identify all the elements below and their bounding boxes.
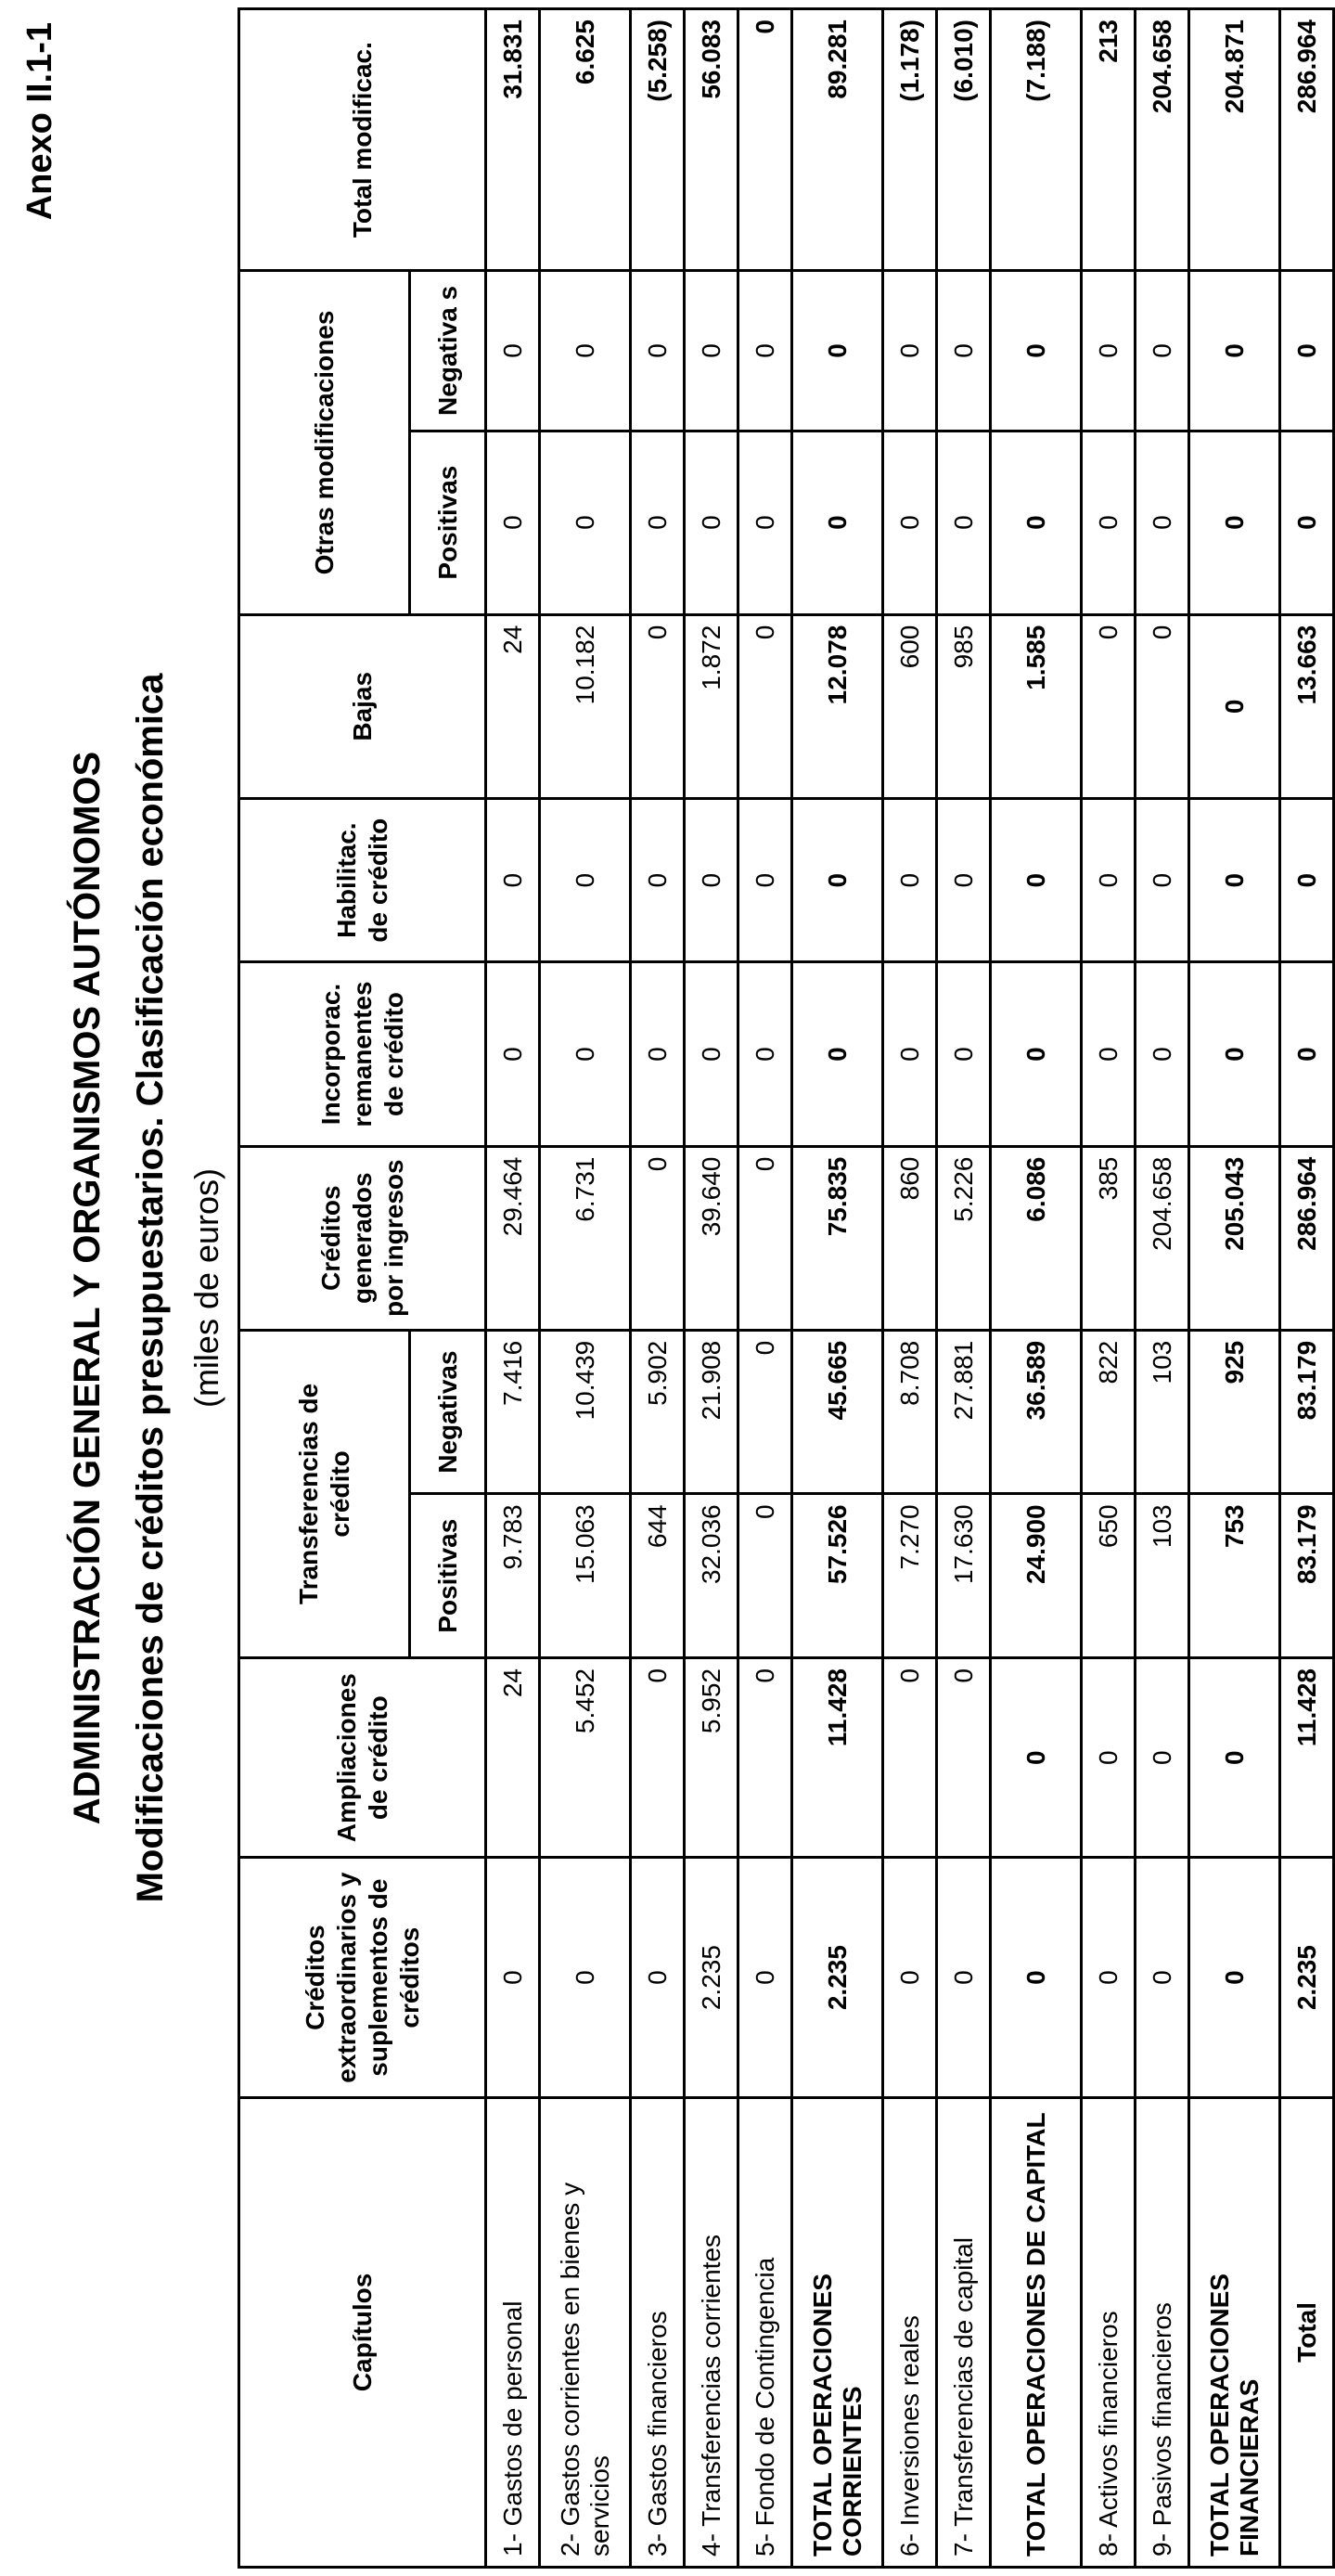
- cell-bajas: 985: [937, 614, 991, 798]
- row-label: 8- Activos financieros: [1082, 2097, 1136, 2567]
- row-label: 7- Transferencias de capital: [937, 2097, 991, 2567]
- cell-generados: 205.043: [1189, 1146, 1280, 1330]
- cell-total: (5.258): [631, 9, 685, 271]
- table-row: [937, 9, 991, 2568]
- cell-bajas: 0: [738, 614, 792, 798]
- cell-total: (7.188): [991, 9, 1082, 271]
- cell-generados: 39.640: [685, 1146, 738, 1330]
- cell-total: 204.658: [1136, 9, 1189, 271]
- cell-extra: 2.235: [1280, 1858, 1334, 2097]
- row-label: 2- Gastos corrientes en bienes y servicios: [540, 2097, 631, 2567]
- cell-incorporac: 0: [991, 962, 1082, 1146]
- cell-otras-negativas: 0: [486, 271, 540, 431]
- cell-generados: 286.964: [1280, 1146, 1334, 1330]
- cell-habilitac: 0: [1189, 798, 1280, 962]
- row-label: 5- Fondo de Contingencia: [738, 2097, 792, 2567]
- cell-bajas: 0: [1136, 614, 1189, 798]
- cell-otras-positivas: 0: [540, 431, 631, 614]
- cell-bajas: 13.663: [1280, 614, 1334, 798]
- cell-incorporac: 0: [792, 962, 883, 1146]
- cell-otras-positivas: 0: [738, 431, 792, 614]
- cell-otras-negativas: 0: [792, 271, 883, 431]
- cell-ampliaciones: 0: [883, 1658, 937, 1858]
- cell-transf-positivas: 650: [1082, 1494, 1136, 1658]
- budget-modifications-table: [237, 7, 1335, 2569]
- cell-extra: 0: [631, 1858, 685, 2097]
- cell-ampliaciones: 0: [631, 1658, 685, 1858]
- cell-incorporac: 0: [1189, 962, 1280, 1146]
- document-subtitle: Modificaciones de créditos presupuestarios. Clasificación económica: [130, 673, 171, 1903]
- cell-otras-negativas: 0: [540, 271, 631, 431]
- table-row: [883, 9, 937, 2568]
- cell-extra: 0: [1082, 1858, 1136, 2097]
- cell-total: 0: [738, 9, 792, 271]
- cell-total: 286.964: [1280, 9, 1334, 271]
- cell-otras-negativas: 0: [1280, 271, 1334, 431]
- row-label: 3- Gastos financieros: [631, 2097, 685, 2567]
- cell-incorporac: 0: [685, 962, 738, 1146]
- table-row: [1136, 9, 1189, 2568]
- cell-otras-negativas: 0: [685, 271, 738, 431]
- cell-bajas: 0: [631, 614, 685, 798]
- header-total-modificac: Total modificac.: [239, 9, 486, 271]
- cell-transf-positivas: 32.036: [685, 1494, 738, 1658]
- cell-extra: 0: [1189, 1858, 1280, 2097]
- cell-extra: 2.235: [685, 1858, 738, 2097]
- cell-extra: 0: [991, 1858, 1082, 2097]
- cell-otras-positivas: 0: [1136, 431, 1189, 614]
- header-ampliaciones: Ampliaciones de crédito: [239, 1658, 486, 1858]
- cell-extra: 0: [486, 1858, 540, 2097]
- cell-bajas: 10.182: [540, 614, 631, 798]
- row-label: TOTAL OPERACIONES FINANCIERAS: [1189, 2097, 1280, 2567]
- table-row: [486, 9, 540, 2568]
- cell-incorporac: 0: [937, 962, 991, 1146]
- cell-habilitac: 0: [738, 798, 792, 962]
- header-bajas: Bajas: [239, 614, 486, 798]
- row-label: 9- Pasivos financieros: [1136, 2097, 1189, 2567]
- document-title: ADMINISTRACIÓN GENERAL Y ORGANISMOS AUTÓNOMOS: [67, 751, 108, 1825]
- cell-ampliaciones: 0: [937, 1658, 991, 1858]
- cell-transf-positivas: 0: [738, 1494, 792, 1658]
- cell-habilitac: 0: [631, 798, 685, 962]
- cell-total: 89.281: [792, 9, 883, 271]
- cell-generados: 6.731: [540, 1146, 631, 1330]
- cell-transf-positivas: 17.630: [937, 1494, 991, 1658]
- cell-generados: 0: [738, 1146, 792, 1330]
- cell-otras-negativas: 0: [883, 271, 937, 431]
- header-incorporac: Incorporac. remanentes de crédito: [239, 962, 486, 1146]
- cell-bajas: 0: [1189, 614, 1280, 798]
- row-label: 4- Transferencias corrientes: [685, 2097, 738, 2567]
- cell-ampliaciones: 5.952: [685, 1658, 738, 1858]
- cell-incorporac: 0: [883, 962, 937, 1146]
- cell-ampliaciones: 11.428: [792, 1658, 883, 1858]
- cell-habilitac: 0: [1082, 798, 1136, 962]
- cell-bajas: 1.872: [685, 614, 738, 798]
- cell-incorporac: 0: [486, 962, 540, 1146]
- header-transf-positivas: Positivas: [410, 1494, 486, 1658]
- cell-total: 6.625: [540, 9, 631, 271]
- row-label: Total: [1280, 2097, 1334, 2567]
- header-transferencias: Transferencias de crédito: [239, 1330, 410, 1657]
- cell-transf-negativas: 822: [1082, 1330, 1136, 1494]
- cell-habilitac: 0: [883, 798, 937, 962]
- cell-ampliaciones: 0: [1082, 1658, 1136, 1858]
- table-row: [1082, 9, 1136, 2568]
- table-row-subtotal: [991, 9, 1082, 2568]
- cell-extra: 2.235: [792, 1858, 883, 2097]
- cell-transf-positivas: 57.526: [792, 1494, 883, 1658]
- cell-generados: 5.226: [937, 1146, 991, 1330]
- cell-otras-positivas: 0: [1189, 431, 1280, 614]
- cell-ampliaciones: 0: [1136, 1658, 1189, 1858]
- cell-incorporac: 0: [738, 962, 792, 1146]
- row-label: 1- Gastos de personal: [486, 2097, 540, 2567]
- row-label: TOTAL OPERACIONES DE CAPITAL: [991, 2097, 1082, 2567]
- cell-transf-positivas: 9.783: [486, 1494, 540, 1658]
- cell-otras-negativas: 0: [1082, 271, 1136, 431]
- header-transf-negativas: Negativas: [410, 1330, 486, 1494]
- cell-bajas: 600: [883, 614, 937, 798]
- cell-habilitac: 0: [792, 798, 883, 962]
- cell-transf-positivas: 644: [631, 1494, 685, 1658]
- cell-ampliaciones: 0: [738, 1658, 792, 1858]
- header-otras-negativas: Negativa s: [410, 271, 486, 431]
- cell-otras-negativas: 0: [631, 271, 685, 431]
- cell-otras-positivas: 0: [1082, 431, 1136, 614]
- cell-extra: 0: [937, 1858, 991, 2097]
- table-row-subtotal: [1189, 9, 1280, 2568]
- table-row-subtotal: [792, 9, 883, 2568]
- cell-generados: 75.835: [792, 1146, 883, 1330]
- cell-otras-negativas: 0: [991, 271, 1082, 431]
- cell-incorporac: 0: [1082, 962, 1136, 1146]
- cell-transf-negativas: 5.902: [631, 1330, 685, 1494]
- cell-otras-positivas: 0: [486, 431, 540, 614]
- cell-total: 31.831: [486, 9, 540, 271]
- cell-ampliaciones: 11.428: [1280, 1658, 1334, 1858]
- cell-transf-positivas: 103: [1136, 1494, 1189, 1658]
- row-label: 6- Inversiones reales: [883, 2097, 937, 2567]
- cell-generados: 385: [1082, 1146, 1136, 1330]
- cell-extra: 0: [738, 1858, 792, 2097]
- cell-transf-negativas: 27.881: [937, 1330, 991, 1494]
- cell-bajas: 0: [1082, 614, 1136, 798]
- cell-extra: 0: [540, 1858, 631, 2097]
- cell-generados: 204.658: [1136, 1146, 1189, 1330]
- header-habilitac: Habilitac. de crédito: [239, 798, 486, 962]
- header-capitulos: Capítulos: [239, 2097, 486, 2567]
- cell-otras-negativas: 0: [1136, 271, 1189, 431]
- cell-incorporac: 0: [540, 962, 631, 1146]
- cell-ampliaciones: 0: [1189, 1658, 1280, 1858]
- cell-otras-negativas: 0: [1189, 271, 1280, 431]
- cell-habilitac: 0: [1280, 798, 1334, 962]
- cell-otras-positivas: 0: [991, 431, 1082, 614]
- table-row: [631, 9, 685, 2568]
- table-row-total: [1280, 9, 1334, 2568]
- cell-transf-negativas: 21.908: [685, 1330, 738, 1494]
- table-row: [540, 9, 631, 2568]
- cell-transf-positivas: 24.900: [991, 1494, 1082, 1658]
- cell-total: 56.083: [685, 9, 738, 271]
- cell-generados: 29.464: [486, 1146, 540, 1330]
- cell-habilitac: 0: [1136, 798, 1189, 962]
- cell-habilitac: 0: [486, 798, 540, 962]
- cell-transf-negativas: 45.665: [792, 1330, 883, 1494]
- cell-transf-negativas: 103: [1136, 1330, 1189, 1494]
- cell-otras-positivas: 0: [792, 431, 883, 614]
- cell-habilitac: 0: [991, 798, 1082, 962]
- cell-otras-positivas: 0: [1280, 431, 1334, 614]
- cell-generados: 0: [631, 1146, 685, 1330]
- cell-total: 213: [1082, 9, 1136, 271]
- cell-bajas: 12.078: [792, 614, 883, 798]
- cell-otras-negativas: 0: [937, 271, 991, 431]
- cell-otras-positivas: 0: [685, 431, 738, 614]
- cell-habilitac: 0: [937, 798, 991, 962]
- header-otras-positivas: Positivas: [410, 431, 486, 614]
- cell-otras-positivas: 0: [883, 431, 937, 614]
- cell-otras-positivas: 0: [937, 431, 991, 614]
- cell-ampliaciones: 5.452: [540, 1658, 631, 1858]
- cell-incorporac: 0: [631, 962, 685, 1146]
- cell-ampliaciones: 0: [991, 1658, 1082, 1858]
- cell-transf-negativas: 10.439: [540, 1330, 631, 1494]
- cell-bajas: 1.585: [991, 614, 1082, 798]
- units-note: (miles de euros): [187, 1167, 225, 1409]
- annex-label: Anexo II.1-1: [20, 22, 59, 221]
- cell-habilitac: 0: [540, 798, 631, 962]
- header-creditos-extraordinarios: Créditos extraordinarios y suplementos de créditos: [239, 1858, 486, 2097]
- cell-transf-positivas: 753: [1189, 1494, 1280, 1658]
- cell-generados: 860: [883, 1146, 937, 1330]
- row-label: TOTAL OPERACIONES CORRIENTES: [792, 2097, 883, 2567]
- cell-total: (6.010): [937, 9, 991, 271]
- cell-otras-positivas: 0: [631, 431, 685, 614]
- cell-otras-negativas: 0: [738, 271, 792, 431]
- cell-transf-positivas: 7.270: [883, 1494, 937, 1658]
- cell-transf-negativas: 83.179: [1280, 1330, 1334, 1494]
- header-otras-modificaciones: Otras modificaciones: [239, 271, 410, 614]
- cell-incorporac: 0: [1280, 962, 1334, 1146]
- cell-transf-negativas: 8.708: [883, 1330, 937, 1494]
- cell-habilitac: 0: [685, 798, 738, 962]
- header-creditos-generados: Créditos generados por ingresos: [239, 1146, 486, 1330]
- table-row: [685, 9, 738, 2568]
- cell-ampliaciones: 24: [486, 1658, 540, 1858]
- cell-extra: 0: [1136, 1858, 1189, 2097]
- cell-transf-negativas: 0: [738, 1330, 792, 1494]
- cell-transf-negativas: 925: [1189, 1330, 1280, 1494]
- cell-transf-positivas: 83.179: [1280, 1494, 1334, 1658]
- cell-transf-negativas: 7.416: [486, 1330, 540, 1494]
- cell-total: 204.871: [1189, 9, 1280, 271]
- cell-transf-negativas: 36.589: [991, 1330, 1082, 1494]
- cell-total: (1.178): [883, 9, 937, 271]
- cell-generados: 6.086: [991, 1146, 1082, 1330]
- cell-bajas: 24: [486, 614, 540, 798]
- cell-transf-positivas: 15.063: [540, 1494, 631, 1658]
- cell-extra: 0: [883, 1858, 937, 2097]
- cell-incorporac: 0: [1136, 962, 1189, 1146]
- table-row: [738, 9, 792, 2568]
